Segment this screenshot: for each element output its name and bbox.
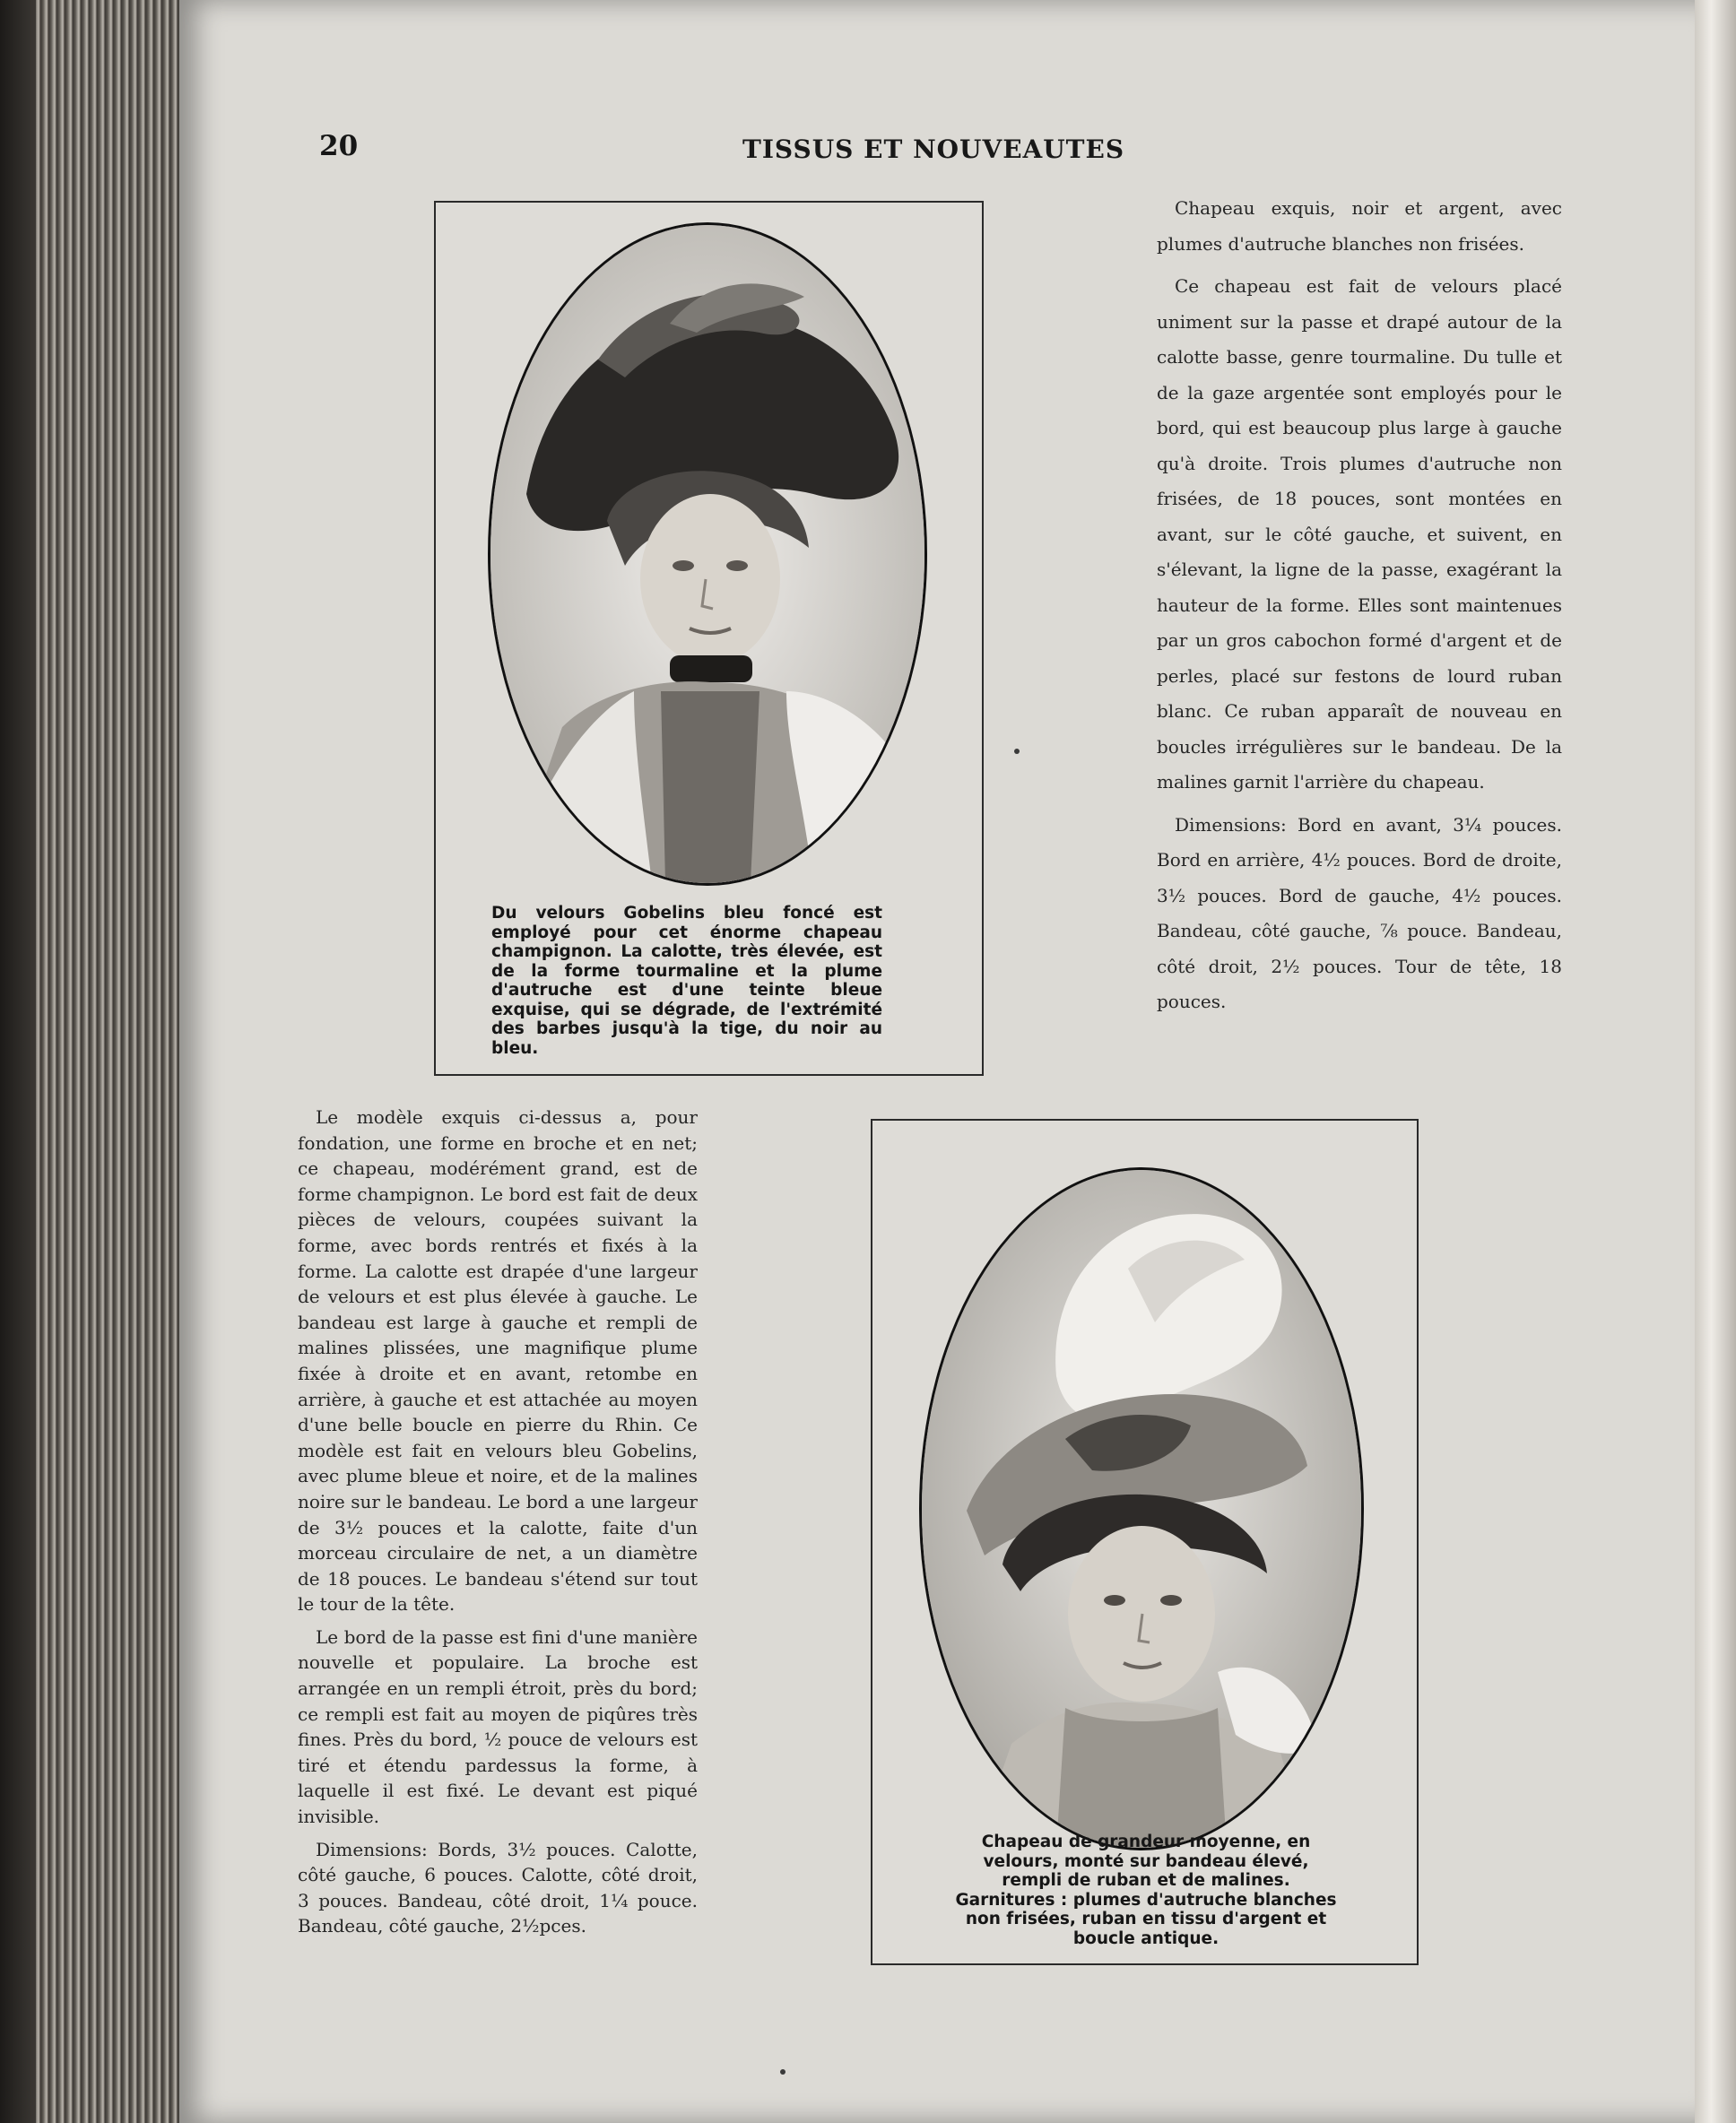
book-spine	[0, 0, 36, 2123]
figure-top-caption: Du velours Gobelins bleu foncé est employé pour cet énorme chapeau champignon. La calotte, très élevée, est de la forme tourmaline et la plume d'autruche est d'une teinte bleue exquise, qui se dégrade, de l'extrémité des barbes jusqu'à la tige, du noir au bleu.	[491, 904, 882, 1058]
portrait-photo-bottom	[919, 1167, 1364, 1850]
portrait-illustration-bottom	[922, 1170, 1361, 1848]
right-paragraph-1: Chapeau exquis, noir et argent, avec plumes d'autruche blanches non frisées.	[1157, 197, 1562, 255]
article-right-column	[1157, 191, 1562, 1027]
next-page-edge	[1695, 0, 1736, 2123]
right-paragraph-2: Ce chapeau est fait de velours placé uniment sur la passe et drapé autour de la calotte basse, genre tourmaline. Du tulle et de la gaze argentée sont employés pour le bord, qui est beaucoup plus large à gauche qu'à droite. Trois plumes d'autruche non frisées, de 18 pouces, sont montées en avant, sur le côté gauche, et suivent, en s'élevant, la ligne de la passe, exagérant la hauteur de la forme. Elles sont maintenues par un gros cabochon formé d'argent et de perles, placé sur festons de lourd ruban blanc. Ce ruban apparaît de nouveau en boucles irrégulières sur le bandeau. De la malines garnit l'arrière du chapeau.	[1157, 275, 1562, 793]
book-page-edges	[0, 0, 193, 2123]
left-paragraph-2: Le bord de la passe est fini d'une manière nouvelle et populaire. La broche est arrangée en un rempli étroit, près du bord; ce rempli est fait au moyen de piqûres très fines. Près du bord, ½ pouce de velours est tiré et étendu pardessus la forme, à laquelle il est fixé. Le devant est piqué invisible.	[298, 1625, 698, 1828]
running-head: TISSUS ET NOUVEAUTES	[742, 134, 1125, 164]
figure-top	[434, 201, 984, 1076]
figure-bottom-caption: Chapeau de grandeur moyenne, en velours, monté sur bandeau élevé, rempli de ruban et de malines. Garnitures : plumes d'autruche blanches non frisées, ruban en tissu d'argent et boucle antique.	[955, 1833, 1337, 1948]
figure-bottom	[871, 1119, 1419, 1965]
portrait-photo-top	[488, 222, 927, 886]
right-paragraph-3: Dimensions: Bord en avant, 3¼ pouces. Bord en arrière, 4½ pouces. Bord de droite, 3½ pouces. Bord de gauche, 4½ pouces. Bandeau, côté gauche, ⅞ pouce. Bandeau, côté droit, 2½ pouces. Tour de tête, 18 pouces.	[1157, 813, 1562, 1012]
page-number: 20	[319, 130, 359, 162]
print-speck	[1014, 749, 1020, 754]
article-left-column	[298, 1105, 698, 1946]
portrait-illustration-top	[490, 225, 924, 883]
print-speck	[780, 2069, 786, 2075]
left-paragraph-1: Le modèle exquis ci-dessus a, pour fondation, une forme en broche et en net; ce chapeau, modérément grand, est de forme champignon. Le bord est fait de deux pièces de velours, coupées suivant la forme, avec bords rentrés et fixés à la forme. La calotte est drapée d'une largeur de velours et est plus élevée à gauche. Le bandeau est large à gauche et rempli de malines plissées, une magnifique plume fixée à droite et en avant, retombe en arrière, à gauche et est attachée au moyen d'une belle boucle en pierre du Rhin. Ce modèle est fait en velours bleu Gobelins, avec plume bleue et noire, et de la malines noire sur le bandeau. Le bord a une largeur de 3½ pouces et la calotte, faite d'un morceau circulaire de net, a un diamètre de 18 pouces. Le bandeau s'étend sur tout le tour de la tête.	[298, 1106, 698, 1616]
left-paragraph-3: Dimensions: Bords, 3½ pouces. Calotte, côté gauche, 6 pouces. Calotte, côté droit, 3 pouces. Bandeau, côté droit, 1¼ pouce. Bandeau, côté gauche, 2½pces.	[298, 1838, 698, 1937]
